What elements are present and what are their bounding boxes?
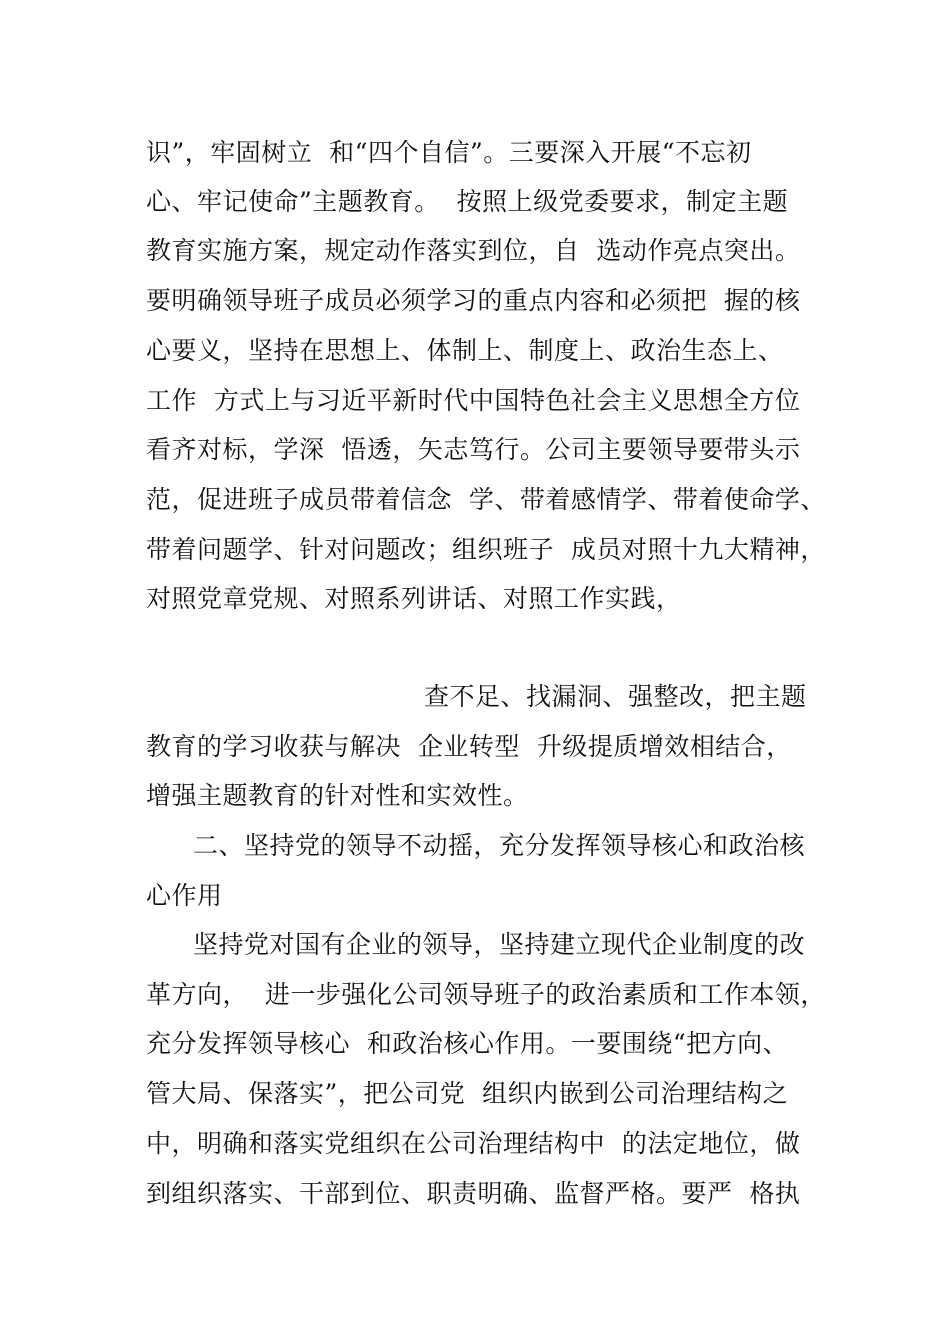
- text-line-13: 增强主题教育的针对性和实效性。: [146, 781, 529, 810]
- text-line-2: 心、牢记使命”主题教育。 按照上级党委要求，制定主题: [146, 187, 789, 216]
- text-line-12: 教育的学习收获与解决 企业转型 升级提质增效相结合，: [146, 732, 792, 761]
- text-line-20: 中，明确和落实党组织在公司治理结构中 的法定地位，做: [146, 1129, 801, 1158]
- text-line-11: 查不足、找漏洞、强整改，把主题: [424, 682, 807, 711]
- text-line-17: 革方向， 进一步强化公司领导班子的政治素质和工作本领，: [146, 980, 826, 1009]
- section-heading-line-1: 二、坚持党的领导不动摇，充分发挥领导核心和政治核: [193, 831, 806, 860]
- text-line-19: 管大局、保落实”，把公司党 组织内嵌到公司治理结构之: [146, 1079, 789, 1108]
- text-line-6: 工作 方式上与习近平新时代中国特色社会主义思想全方位: [146, 386, 801, 415]
- text-line-10: 对照党章党规、对照系列讲话、对照工作实践，: [146, 584, 682, 613]
- text-line-8: 范，促进班子成员带着信念 学、带着感情学、带着使命学、: [146, 485, 826, 514]
- text-line-21: 到组织落实、干部到位、职责明确、监督严格。要严 格执: [146, 1179, 801, 1208]
- text-line-7: 看齐对标，学深 悟透，矢志笃行。公司主要领导要带头示: [146, 435, 801, 464]
- text-line-1: 识”，牢固树立 和“四个自信”。三要深入开展“不忘初: [146, 138, 752, 167]
- text-line-9: 带着问题学、针对问题改；组织班子 成员对照十九大精神，: [146, 535, 826, 564]
- text-line-5: 心要义，坚持在思想上、体制上、制度上、政治生态上、: [146, 336, 784, 365]
- section-heading-line-2: 心作用: [146, 881, 223, 910]
- text-line-16: 坚持党对国有企业的领导，坚持建立现代企业制度的改: [193, 930, 806, 959]
- text-line-3: 教育实施方案，规定动作落实到位，自 选动作亮点突出。: [146, 236, 801, 265]
- text-line-18: 充分发挥领导核心 和政治核心作用。一要围绕“把方向、: [146, 1029, 789, 1058]
- text-line-4: 要明确领导班子成员必须学习的重点内容和必须把 握的核: [146, 286, 801, 315]
